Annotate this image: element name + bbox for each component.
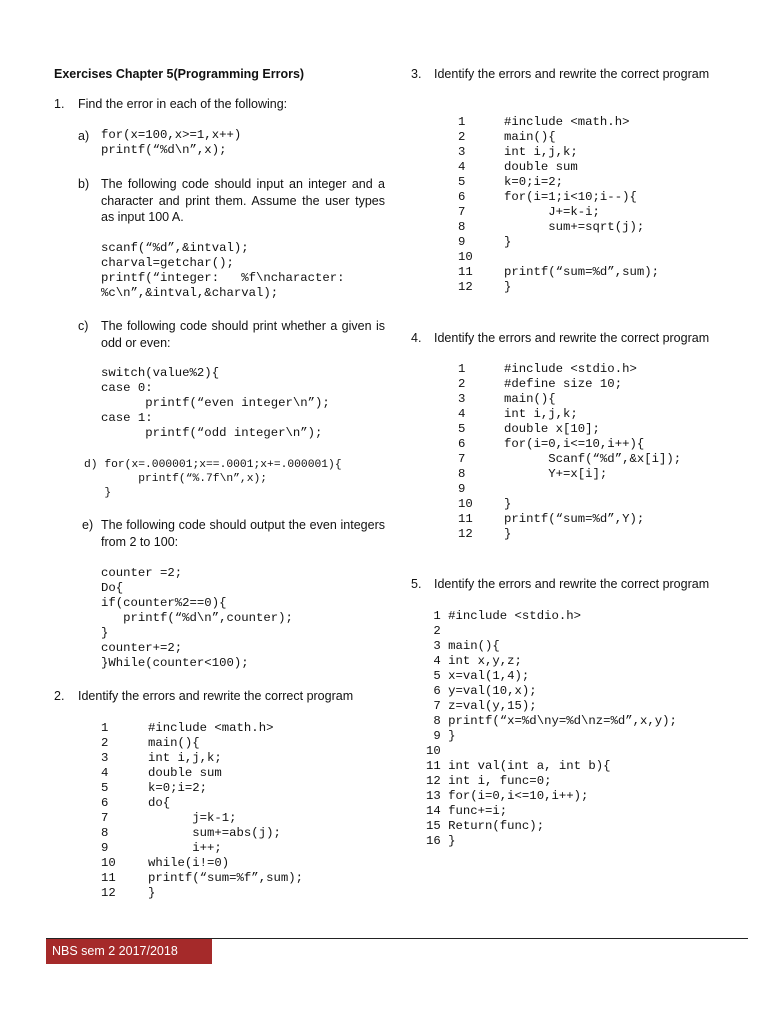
q3-line-numbers: 1 2 3 4 5 6 7 8 9 10 11 12 [458,115,473,294]
q1e-code: counter =2; Do{ if(counter%2==0){ printf(“%d\n”,counter); } counter+=2; }While(counter<100); [101,566,293,670]
q1a-label: a) [78,129,90,143]
q4-code: #include <stdio.h> #define size 10; main(){ int i,j,k; double x[10]; for(i=0,i<=10,i++){ Scanf(“%d”,&x[i]); Y+=x[i]; } printf(“sum=%d”,Y); } [504,362,682,541]
page-title: Exercises Chapter 5(Programming Errors) [54,67,305,81]
q5-number: 5. [411,577,422,591]
q2-text: Identify the errors and rewrite the correct program [78,689,354,703]
q1b-text: The following code should input an integer and a character and print them. Assume the user types as input 100 A. [101,177,385,225]
q2-line-numbers: 1 2 3 4 5 6 7 8 9 10 11 12 [101,721,116,900]
q3-text: Identify the errors and rewrite the correct program [434,67,710,81]
footer-label: NBS sem 2 2017/2018 [46,939,212,964]
q1c-label: c) [78,319,89,333]
q1d-code: d) for(x=.000001;x==.0001;x+=.000001){ printf(“%.7f\n”,x); } [84,459,342,499]
q1e-label: e) [82,518,94,532]
q1a-code: for(x=100,x>=1,x++) printf(“%d\n”,x); [101,128,242,157]
q1-text: Find the error in each of the following: [78,97,288,111]
q2-number: 2. [54,689,65,703]
q3-code: #include <math.h> main(){ int i,j,k; double sum k=0;i=2; for(i=1;i<10;i--){ J+=k-i; sum+=sqrt(j); } printf(“sum=%d”,sum); } [504,115,659,294]
q5-code: 1 #include <stdio.h> 2 3 main(){ 4 int x,y,z; 5 x=val(1,4); 6 y=val(10,x); 7 z=val(y,15); 8 printf(“x=%d\ny=%d\nz=%d”,x,y); 9 } 10 11 int val(int a, int b){ 12 int i, func=0; 13 for(i=0,i<=10,i++); 14 func+=i; 15 Return(func); 16 } [426,609,677,848]
q1c-code: switch(value%2){ case 0: printf(“even integer\n”); case 1: printf(“odd integer\n”); [101,366,330,440]
q4-number: 4. [411,331,422,345]
q2-code: #include <math.h> main(){ int i,j,k; double sum k=0;i=2; do{ j=k-1; sum+=abs(j); i++; while(i!=0) printf(“sum=%f”,sum); } [148,721,303,900]
q1-number: 1. [54,97,65,111]
q1e-text: The following code should output the even integers from 2 to 100: [101,518,385,549]
q5-text: Identify the errors and rewrite the correct program [434,577,710,591]
q1c-text: The following code should print whether a given is odd or even: [101,319,385,350]
q4-line-numbers: 1 2 3 4 5 6 7 8 9 10 11 12 [458,362,473,541]
q4-text: Identify the errors and rewrite the correct program [434,331,710,345]
q3-number: 3. [411,67,422,81]
q1b-code: scanf(“%d”,&intval); charval=getchar(); printf(“integer: %f\ncharacter: %c\n”,&intval,&charval); [101,241,345,300]
q1b-label: b) [78,177,90,191]
